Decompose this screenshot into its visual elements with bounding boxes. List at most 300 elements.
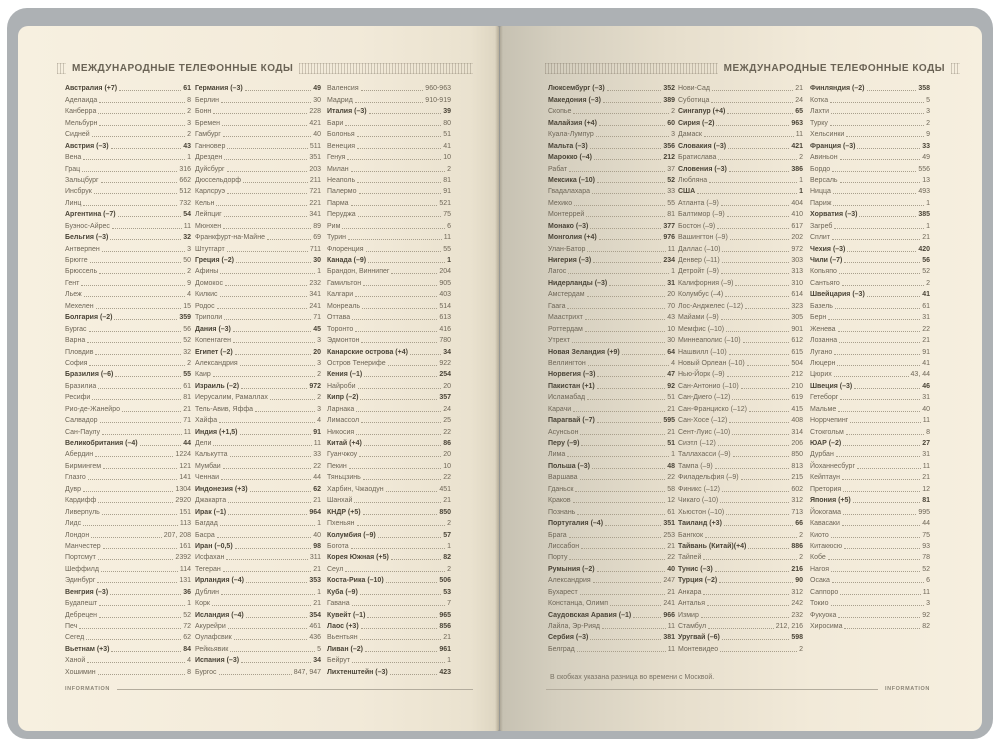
- dot-leader: [224, 319, 311, 320]
- country-or-city-name: Австрия (–3): [65, 142, 109, 150]
- country-or-city-name: Новый Орлеан (–10): [678, 359, 745, 367]
- code-row: [195, 391, 321, 402]
- country-or-city-name: Ресифи: [65, 394, 91, 402]
- country-or-city-name: Сантьяго: [810, 279, 840, 287]
- country-or-city-name: Сан-Франциско (–12): [678, 405, 747, 413]
- code-row: [195, 242, 321, 253]
- phone-code: 9: [926, 131, 930, 139]
- code-row: [678, 93, 803, 104]
- code-row: [195, 482, 321, 493]
- code-row: [548, 562, 675, 573]
- code-row: [327, 414, 451, 425]
- country-or-city-name: Акурейри: [195, 623, 226, 630]
- code-row: [548, 93, 675, 104]
- code-row: [810, 562, 930, 573]
- phone-code: 351: [663, 520, 675, 528]
- country-or-city-name: Калгари: [327, 291, 354, 299]
- dot-leader: [725, 296, 789, 297]
- country-or-city-name: Китакюсю: [810, 542, 843, 550]
- dot-leader: [361, 628, 438, 629]
- code-row: [327, 276, 451, 287]
- dot-leader: [593, 582, 662, 583]
- dot-leader: [840, 399, 920, 400]
- dot-leader: [241, 388, 307, 389]
- codes-column-6: [810, 82, 930, 680]
- phone-code: 358: [918, 85, 930, 93]
- country-or-city-name: Исламабад: [548, 394, 586, 402]
- code-row: [327, 231, 451, 242]
- country-or-city-name: Будапешт: [65, 600, 98, 608]
- dot-leader: [226, 559, 307, 560]
- phone-code: 377: [663, 222, 675, 230]
- phone-code: 22: [443, 428, 451, 436]
- code-row: [548, 459, 675, 470]
- code-row: [65, 265, 191, 276]
- code-row: [678, 608, 803, 619]
- phone-code: 5: [926, 96, 930, 104]
- phone-code: 341: [309, 291, 321, 299]
- dot-leader: [705, 537, 797, 538]
- dot-leader: [363, 514, 438, 515]
- dot-leader: [573, 502, 666, 503]
- code-row: [810, 242, 930, 253]
- hatch-band-icon: [57, 63, 66, 74]
- phone-code: 30: [313, 257, 321, 264]
- dot-leader: [587, 399, 665, 400]
- country-or-city-name: Сирия (–2): [678, 119, 715, 127]
- dot-leader: [831, 571, 920, 572]
- code-row: [810, 471, 930, 482]
- phone-code: 813: [791, 462, 803, 470]
- country-or-city-name: Триполи: [195, 314, 223, 322]
- phone-code: 49: [313, 85, 321, 93]
- code-row: [195, 425, 321, 436]
- code-row: [548, 151, 675, 162]
- dot-leader: [729, 422, 789, 423]
- phone-code: 241: [309, 302, 321, 310]
- code-row: [678, 642, 803, 653]
- code-row: [678, 620, 803, 631]
- phone-code: 44: [922, 520, 930, 528]
- phone-code: 11: [922, 588, 930, 596]
- dot-leader: [838, 617, 920, 618]
- phone-code: 2392: [175, 554, 191, 562]
- code-row: [327, 208, 451, 219]
- dot-leader: [580, 434, 665, 435]
- country-or-city-name: Турин: [327, 234, 346, 242]
- code-row: [810, 265, 930, 276]
- phone-code: 312: [791, 497, 803, 505]
- phone-code: 556: [918, 165, 930, 173]
- phone-code: 21: [313, 565, 321, 573]
- code-row: [65, 208, 191, 219]
- country-or-city-name: Дания (–3): [195, 325, 231, 333]
- code-row: [195, 585, 321, 596]
- phone-code: 41: [922, 359, 930, 367]
- phone-code: 7: [447, 600, 451, 608]
- dot-leader: [81, 285, 185, 286]
- code-row: [195, 162, 321, 173]
- code-row: [65, 459, 191, 470]
- phone-code: 416: [439, 325, 451, 333]
- phone-code: 976: [663, 234, 675, 242]
- dot-leader: [354, 502, 441, 503]
- country-or-city-name: Веллингтон: [548, 359, 586, 367]
- country-or-city-name: Нови-Сад: [678, 85, 711, 93]
- country-or-city-name: Штутгарт: [195, 245, 225, 253]
- country-or-city-name: Бонн: [195, 108, 212, 116]
- left-page: [18, 26, 499, 731]
- code-row: [195, 494, 321, 505]
- phone-code: 493: [918, 188, 930, 196]
- phone-code: 2: [317, 394, 321, 402]
- dot-leader: [236, 262, 311, 263]
- dot-leader: [225, 285, 307, 286]
- country-or-city-name: Шанхай: [327, 497, 353, 505]
- phone-code: 210: [791, 382, 803, 390]
- phone-code: 436: [309, 634, 321, 642]
- code-row: [195, 448, 321, 459]
- phone-code: 93: [922, 542, 930, 550]
- country-or-city-name: Ханой: [65, 657, 86, 665]
- dot-leader: [838, 331, 921, 332]
- dot-leader: [357, 136, 442, 137]
- code-row: [548, 105, 675, 116]
- country-or-city-name: Румыния (–2): [548, 565, 595, 573]
- dot-leader: [722, 262, 790, 263]
- country-or-city-name: Дублин: [195, 588, 220, 596]
- dot-leader: [96, 308, 182, 309]
- dot-leader: [840, 594, 920, 595]
- country-or-city-name: Ченнаи: [195, 474, 220, 482]
- phone-code: 420: [918, 245, 930, 253]
- country-or-city-name: Лайла, Эр-Рияд: [548, 623, 600, 630]
- country-or-city-name: Япония (+5): [810, 497, 851, 505]
- dot-leader: [846, 136, 924, 137]
- phone-code: 20: [313, 348, 321, 356]
- country-or-city-name: Сингапур (+4): [678, 108, 726, 116]
- phone-code: 66: [795, 520, 803, 528]
- code-row: [678, 128, 803, 139]
- dot-leader: [101, 571, 178, 572]
- phone-code: 1: [671, 451, 675, 459]
- phone-code: 713: [791, 508, 803, 516]
- page-title: МЕЖДУНАРОДНЫЕ ТЕЛЕФОННЫЕ КОДЫ: [72, 62, 294, 74]
- dot-leader: [355, 296, 437, 297]
- code-row: [65, 665, 191, 676]
- phone-code: 910-919: [425, 96, 451, 104]
- dot-leader: [853, 502, 920, 503]
- phone-code: 21: [922, 337, 930, 345]
- code-row: [548, 265, 675, 276]
- dot-leader: [567, 308, 665, 309]
- phone-code: 3: [317, 337, 321, 345]
- country-or-city-name: Кипр (–2): [327, 394, 359, 402]
- country-or-city-name: Торонто: [327, 325, 354, 333]
- country-or-city-name: Португалия (–4): [548, 520, 604, 528]
- code-row: [195, 196, 321, 207]
- dot-leader: [867, 296, 920, 297]
- phone-code: 212: [791, 371, 803, 379]
- phone-code: 15: [183, 302, 191, 310]
- phone-code: 303: [791, 257, 803, 264]
- country-or-city-name: Франция (–3): [810, 142, 856, 150]
- country-or-city-name: Хиросима: [810, 623, 843, 630]
- country-or-city-name: Генуя: [327, 154, 346, 162]
- country-or-city-name: Сан-Антонио (–10): [678, 382, 739, 390]
- dot-leader: [741, 479, 790, 480]
- country-or-city-name: Лихтенштейн (–3): [327, 668, 388, 676]
- country-or-city-name: Рабат: [548, 165, 568, 173]
- country-or-city-name: Краков: [548, 497, 571, 505]
- phone-code: 316: [179, 165, 191, 173]
- code-row: [810, 196, 930, 207]
- phone-code: 614: [791, 291, 803, 299]
- country-or-city-name: Лагос: [548, 268, 567, 276]
- phone-code: 21: [922, 474, 930, 482]
- dot-leader: [228, 514, 307, 515]
- dot-leader: [255, 411, 315, 412]
- code-row: [327, 265, 451, 276]
- dot-leader: [727, 216, 790, 217]
- dot-leader: [850, 422, 920, 423]
- code-row: [65, 574, 191, 585]
- code-row: [810, 379, 930, 390]
- phone-code: 21: [443, 634, 451, 642]
- dot-leader: [597, 422, 662, 423]
- dot-leader: [572, 342, 665, 343]
- code-row: [678, 276, 803, 287]
- country-or-city-name: Найроби: [327, 382, 356, 390]
- code-row: [327, 517, 451, 528]
- phone-code: 21: [922, 234, 930, 242]
- phone-code: 82: [443, 554, 451, 562]
- country-or-city-name: Денвер (–11): [678, 257, 720, 264]
- dot-leader: [730, 239, 790, 240]
- country-or-city-name: Монтевидео: [678, 645, 719, 653]
- phone-code: 3: [671, 131, 675, 139]
- country-or-city-name: София: [65, 359, 88, 367]
- code-row: [327, 139, 451, 150]
- code-row: [327, 562, 451, 573]
- code-row: [810, 368, 930, 379]
- phone-code: 2920: [175, 497, 191, 505]
- dot-leader: [83, 491, 173, 492]
- country-or-city-name: Индия (+1,5): [195, 428, 238, 436]
- phone-code: 44: [183, 440, 191, 447]
- country-or-city-name: Атланта (–9): [678, 199, 719, 207]
- dot-leader: [367, 617, 437, 618]
- dot-leader: [708, 628, 774, 629]
- country-or-city-name: Копьяпо: [810, 268, 837, 276]
- code-row: [548, 402, 675, 413]
- dot-leader: [223, 571, 311, 572]
- phone-code: 232: [791, 611, 803, 619]
- country-or-city-name: Гвадалахара: [548, 188, 590, 196]
- dot-leader: [345, 571, 445, 572]
- phone-code: 404: [791, 199, 803, 207]
- phone-code: 10: [443, 462, 451, 470]
- dot-leader: [599, 239, 662, 240]
- country-or-city-name: Богота: [327, 542, 349, 550]
- code-row: [678, 265, 803, 276]
- phone-code: 514: [439, 302, 451, 310]
- country-or-city-name: Канада (–9): [327, 257, 367, 264]
- code-row: [65, 482, 191, 493]
- code-row: [548, 505, 675, 516]
- country-or-city-name: Монреаль: [327, 302, 361, 310]
- country-or-city-name: Корк: [195, 600, 210, 608]
- code-row: [810, 185, 930, 196]
- country-or-city-name: Лимассол: [327, 417, 360, 425]
- code-row: [65, 551, 191, 562]
- dot-leader: [102, 434, 182, 435]
- phone-code: 617: [791, 222, 803, 230]
- phone-code: 8: [187, 96, 191, 104]
- dot-leader: [719, 582, 793, 583]
- dot-leader: [102, 251, 185, 252]
- code-row: [327, 540, 451, 551]
- dot-leader: [585, 331, 665, 332]
- dot-leader: [386, 582, 438, 583]
- dot-leader: [82, 171, 177, 172]
- right-page: [500, 26, 982, 731]
- phone-code: 131: [179, 577, 191, 585]
- phone-code: 1: [799, 176, 803, 184]
- dot-leader: [361, 342, 437, 343]
- phone-code: 58: [667, 485, 675, 493]
- phone-code: 32: [183, 234, 191, 242]
- code-row: [678, 231, 803, 242]
- dot-leader: [593, 262, 661, 263]
- dot-leader: [390, 674, 438, 675]
- phone-code: 254: [439, 371, 451, 379]
- country-or-city-name: Исландия (–4): [195, 611, 244, 619]
- country-or-city-name: Кения (–1): [327, 371, 363, 379]
- dot-leader: [246, 617, 308, 618]
- code-row: [678, 540, 803, 551]
- country-or-city-name: Словения (–3): [678, 165, 727, 173]
- code-row: [678, 174, 803, 185]
- country-or-city-name: Гавана: [327, 600, 350, 608]
- country-or-city-name: Оттава: [327, 314, 351, 322]
- country-or-city-name: Бирмингем: [65, 462, 102, 470]
- code-row: [195, 551, 321, 562]
- code-row: [327, 162, 451, 173]
- phone-code: 511: [309, 142, 321, 150]
- dot-leader: [838, 411, 920, 412]
- dot-leader: [386, 491, 438, 492]
- code-row: [65, 116, 191, 127]
- country-or-city-name: Любляна: [678, 176, 708, 184]
- country-or-city-name: Турция (–2): [678, 577, 718, 585]
- dot-leader: [716, 125, 789, 126]
- country-or-city-name: Лугано: [810, 348, 833, 356]
- code-row: [195, 299, 321, 310]
- phone-code: 216: [791, 565, 803, 573]
- phone-code: 33: [313, 451, 321, 459]
- code-row: [678, 585, 803, 596]
- country-or-city-name: Коста-Рика (–10): [327, 577, 384, 585]
- code-row: [678, 574, 803, 585]
- phone-code: 61: [667, 508, 675, 516]
- country-or-city-name: Аделаида: [65, 96, 98, 104]
- code-row: [678, 368, 803, 379]
- code-row: [678, 345, 803, 356]
- dot-leader: [363, 285, 437, 286]
- dot-leader: [358, 216, 442, 217]
- phone-code: 84: [183, 645, 191, 653]
- dot-leader: [577, 651, 666, 652]
- phone-code: 3: [317, 359, 321, 367]
- dot-leader: [363, 479, 441, 480]
- code-row: [810, 414, 930, 425]
- country-or-city-name: Джакарта: [195, 497, 227, 505]
- code-row: [195, 368, 321, 379]
- country-or-city-name: Оулафсвик: [195, 634, 232, 642]
- code-row: [327, 665, 451, 676]
- code-row: [810, 128, 930, 139]
- dot-leader: [844, 262, 920, 263]
- dot-leader: [715, 468, 790, 469]
- dot-leader: [112, 228, 182, 229]
- phone-code: 40: [313, 131, 321, 139]
- phone-code: 21: [795, 85, 803, 93]
- phone-code: 598: [791, 634, 803, 642]
- country-or-city-name: Багдад: [195, 520, 218, 528]
- dot-leader: [241, 662, 311, 663]
- country-or-city-name: Никосия: [327, 428, 355, 436]
- code-row: [65, 288, 191, 299]
- country-or-city-name: Бухарест: [548, 588, 578, 596]
- phone-code: 352: [663, 85, 675, 93]
- country-or-city-name: Кельн: [195, 199, 215, 207]
- dot-leader: [735, 285, 789, 286]
- country-or-city-name: Вашингтон (–9): [678, 234, 728, 242]
- dot-leader: [79, 628, 181, 629]
- dot-leader: [362, 308, 437, 309]
- dot-leader: [347, 159, 441, 160]
- code-row: [678, 482, 803, 493]
- country-or-city-name: Сидней: [65, 131, 90, 139]
- country-or-city-name: Бургос: [195, 668, 217, 676]
- country-or-city-name: Перуджа: [327, 211, 356, 219]
- country-or-city-name: Инсбрук: [65, 188, 92, 196]
- country-or-city-name: Вьетнам (+3): [65, 645, 110, 653]
- codes-column-2: [195, 82, 321, 680]
- country-or-city-name: Дуйсбург: [195, 165, 225, 173]
- code-row: [548, 219, 675, 230]
- phone-code: 2: [799, 531, 803, 539]
- country-or-city-name: Венеция: [327, 142, 356, 150]
- code-row: [327, 185, 451, 196]
- phone-code: 353: [309, 577, 321, 585]
- code-row: [327, 288, 451, 299]
- country-or-city-name: Монако (–3): [548, 222, 589, 230]
- country-or-city-name: Кардифф: [65, 497, 97, 505]
- dot-leader: [596, 136, 669, 137]
- dot-leader: [230, 651, 315, 652]
- phone-code: 421: [309, 119, 321, 127]
- country-or-city-name: Хьюстон (–10): [678, 508, 725, 516]
- dot-leader: [352, 662, 445, 663]
- dot-leader: [98, 502, 173, 503]
- phone-code: 2: [926, 119, 930, 127]
- phone-code: 151: [179, 508, 191, 516]
- dot-leader: [828, 559, 920, 560]
- right-page-footer: [546, 686, 930, 692]
- country-or-city-name: Милан: [327, 165, 349, 173]
